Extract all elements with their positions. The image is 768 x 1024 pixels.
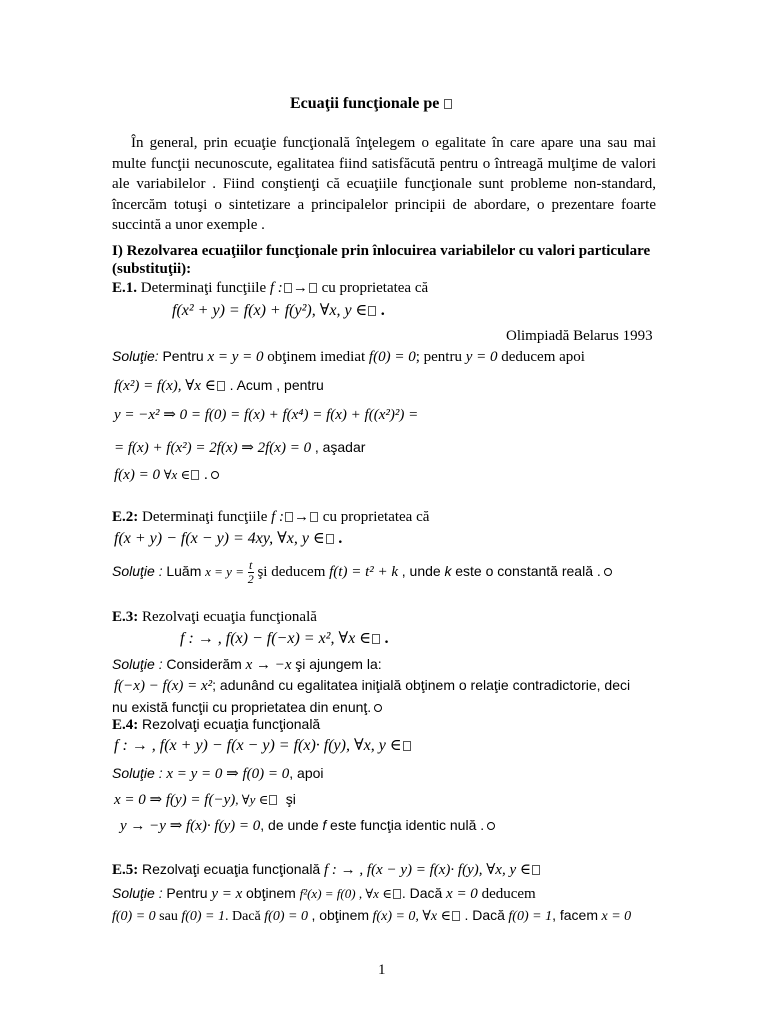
e4-solution-line3: y → −y ⇒ f(x)· f(y) = 0, de unde f este funcţia identic nulă . (120, 816, 495, 835)
fraction: $\frac{t}{2}$ (247, 558, 254, 587)
e4-statement: E.4: Rezolvaţi ecuaţia funcţională (112, 716, 321, 733)
qed-icon (211, 471, 219, 479)
e1-source: Olimpiadă Belarus 1993 (506, 328, 653, 344)
missing-glyph-icon (309, 283, 317, 293)
qed-icon (487, 822, 495, 830)
page-title: Ecuaţii funcţionale pe (290, 95, 453, 113)
section-heading: I) Rezolvarea ecuaţiilor funcţionale prin înlocuirea variabilelor cu valori particulare (112, 243, 651, 259)
e4-solution-line2: x = 0 ⇒ f(y) = f(−y), ∀y ∈ şi (114, 791, 296, 808)
e1-solution-line3: y = −x² ⇒ 0 = f(0) = f(x) + f(x⁴) = f(x) + f((x²)²) = (114, 407, 419, 423)
missing-glyph-icon (403, 741, 411, 751)
page-number: 1 (378, 962, 386, 978)
missing-glyph-icon (393, 889, 401, 899)
e2-statement: E.2: Determinaţi funcţiile f : → cu proprietatea că (112, 509, 430, 525)
e3-solution-line1: Soluţie : Considerăm x → −x şi ajungem la: (112, 656, 382, 673)
missing-glyph-icon (326, 534, 334, 544)
e2-equation: f(x + y) − f(x − y) = 4xy, ∀x, y ∈ . (114, 530, 343, 547)
missing-glyph-icon (372, 634, 380, 644)
section-heading-cont: (substituţii): (112, 261, 192, 277)
missing-glyph-icon (444, 99, 452, 109)
missing-glyph-icon (368, 306, 376, 316)
e5-statement: E.5: Rezolvaţi ecuaţia funcţională f : → , f(x − y) = f(x)· f(y), ∀x, y ∈ (112, 860, 541, 879)
missing-glyph-icon (217, 381, 225, 391)
missing-glyph-icon (269, 795, 277, 805)
missing-glyph-icon (532, 865, 540, 875)
qed-icon (604, 568, 612, 576)
e1-statement: E.1. Determinaţi funcţiile f : → cu proprietatea că (112, 280, 429, 296)
missing-glyph-icon (310, 512, 318, 522)
e1-equation: f(x² + y) = f(x) + f(y²), ∀x, y ∈ . (172, 302, 386, 319)
missing-glyph-icon (284, 283, 292, 293)
missing-glyph-icon (285, 512, 293, 522)
e1-solution-line5: f(x) = 0 ∀x ∈ . (114, 466, 219, 484)
e4-equation: f : → , f(x + y) − f(x − y) = f(x)· f(y), ∀x, y ∈ (114, 737, 412, 755)
e5-solution-line2: f(0) = 0 sau f(0) = 1. Dacă f(0) = 0 , obţinem f(x) = 0, ∀x ∈ . Dacă f(0) = 1, facem x = 0 (112, 907, 632, 924)
e4-solution-line1: Soluţie : x = y = 0 ⇒ f(0) = 0, apoi (112, 765, 324, 782)
e1-solution-line2: f(x²) = f(x), ∀x ∈ . Acum , pentru (114, 377, 324, 394)
intro-paragraph: În general, prin ecuaţie funcţională înţelegem o egalitate în care apare una sau mai multe funcţii necunoscute, egalitatea fiind satisfăcută pentru o întreagă mulţime de valori ale variabilelor . Fiind conştienţi că ecuaţiile funcţionale sunt probleme non-standard, încercăm totuşi o sintetizare a principalelor principii de abordare, o prezentare foarte succintă a unor exemple . (112, 135, 656, 233)
e3-solution-line2: f(−x) − f(x) = x²; adunând cu egalitatea iniţială obţinem o relaţie contradictorie, deci (114, 677, 631, 694)
e2-solution: Soluţie : Luăm x = y = $\frac{t}{2}$ şi deducem f(t) = t² + k , unde k este o constantă reală . (112, 557, 612, 586)
e3-statement: E.3: Rezolvaţi ecuaţia funcţională (112, 609, 317, 625)
e1-solution-line4: = f(x) + f(x²) = 2f(x) ⇒ 2f(x) = 0 , aşadar (114, 439, 366, 456)
missing-glyph-icon (191, 470, 199, 480)
e5-solution-line1: Soluţie : Pentru y = x obţinem f²(x) = f(0) , ∀x ∈ . Dacă x = 0 deducem (112, 885, 536, 902)
e3-solution-line3: nu există funcţii cu proprietatea din enunţ. (112, 698, 382, 716)
e3-equation: f : → , f(x) − f(−x) = x², ∀x ∈ . (180, 630, 390, 647)
qed-icon (374, 704, 382, 712)
missing-glyph-icon (452, 911, 460, 921)
e1-solution-line1: Soluţie: Pentru x = y = 0 obţinem imediat f(0) = 0; pentru y = 0 deducem apoi (112, 348, 585, 365)
